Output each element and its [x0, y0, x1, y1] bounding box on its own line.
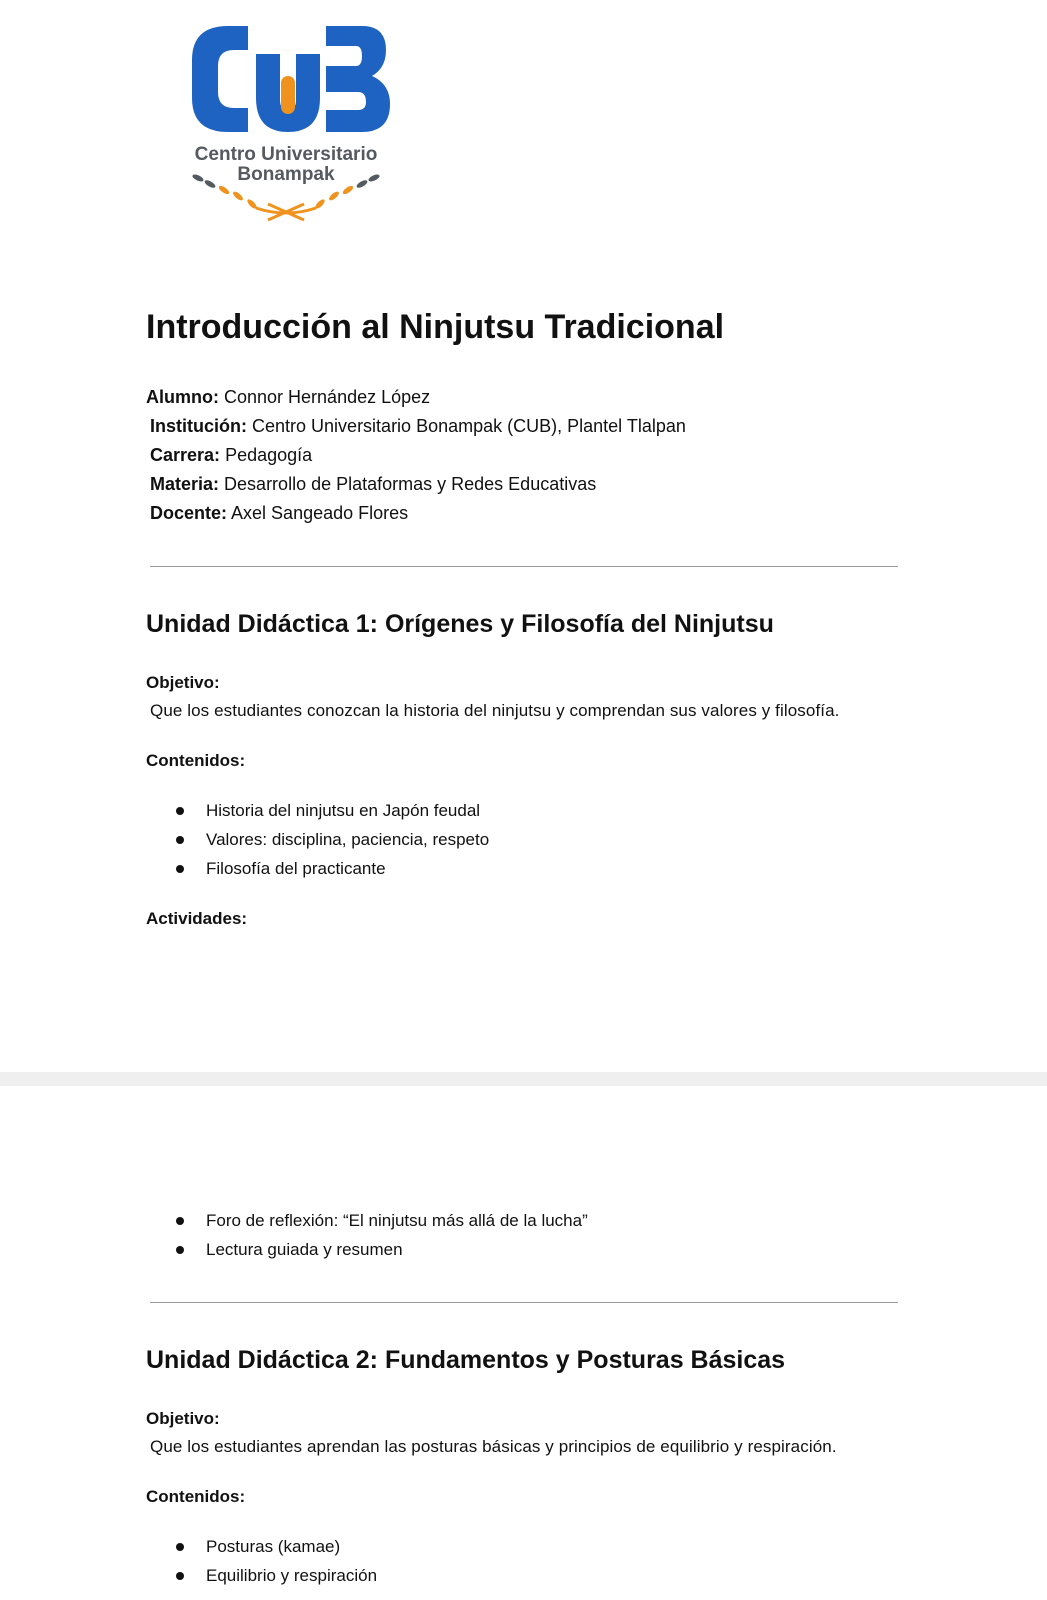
info-institution: Institución: Centro Universitario Bonampak (CUB), Plantel Tlalpan	[150, 416, 686, 436]
logo-line-2: Bonampak	[237, 164, 335, 185]
cub-logo	[186, 18, 396, 230]
unit-1-activities-label: Actividades:	[146, 909, 248, 928]
list-item: Foro de reflexión: “El ninjutsu más allá de la lucha”	[176, 1206, 588, 1235]
info-teacher: Docente: Axel Sangeado Flores	[150, 503, 409, 523]
unit-1-heading: Unidad Didáctica 1: Orígenes y Filosofía del Ninjutsu	[146, 610, 774, 638]
unit-1-objective: Que los estudiantes conozcan la historia del ninjutsu y comprendan sus valores y filosofía.	[150, 701, 840, 720]
unit-2-contents-label: Contenidos:	[146, 1487, 246, 1506]
student-info	[146, 383, 686, 528]
document-page-2	[0, 1086, 1047, 1600]
logo-line-1: Centro Universitario	[194, 144, 378, 165]
list-item: Equilibrio y respiración	[176, 1561, 377, 1590]
page-gap	[0, 1072, 1047, 1086]
unit-1-activities-list	[176, 1206, 588, 1264]
list-item: Lectura guiada y resumen	[176, 1235, 588, 1264]
info-student: Alumno: Connor Hernández López	[146, 387, 431, 407]
list-item: Filosofía del practicante	[176, 854, 489, 883]
info-subject: Materia: Desarrollo de Plataformas y Redes Educativas	[150, 474, 597, 494]
unit-1-contents-label: Contenidos:	[146, 751, 246, 770]
divider	[150, 566, 898, 567]
unit-1-objective-label: Objetivo:	[146, 673, 220, 692]
list-item: Historia del ninjutsu en Japón feudal	[176, 796, 489, 825]
divider	[150, 1302, 898, 1303]
list-item: Valores: disciplina, paciencia, respeto	[176, 825, 489, 854]
unit-2-objective: Que los estudiantes aprendan las posturas básicas y principios de equilibrio y respiración.	[150, 1437, 837, 1456]
info-career: Carrera: Pedagogía	[150, 445, 313, 465]
document-title: Introducción al Ninjutsu Tradicional	[146, 308, 725, 346]
unit-1-contents-list	[176, 796, 489, 883]
unit-2-objective-label: Objetivo:	[146, 1409, 220, 1428]
unit-2-contents-list	[176, 1532, 377, 1590]
unit-2-heading: Unidad Didáctica 2: Fundamentos y Posturas Básicas	[146, 1346, 786, 1374]
list-item: Posturas (kamae)	[176, 1532, 377, 1561]
